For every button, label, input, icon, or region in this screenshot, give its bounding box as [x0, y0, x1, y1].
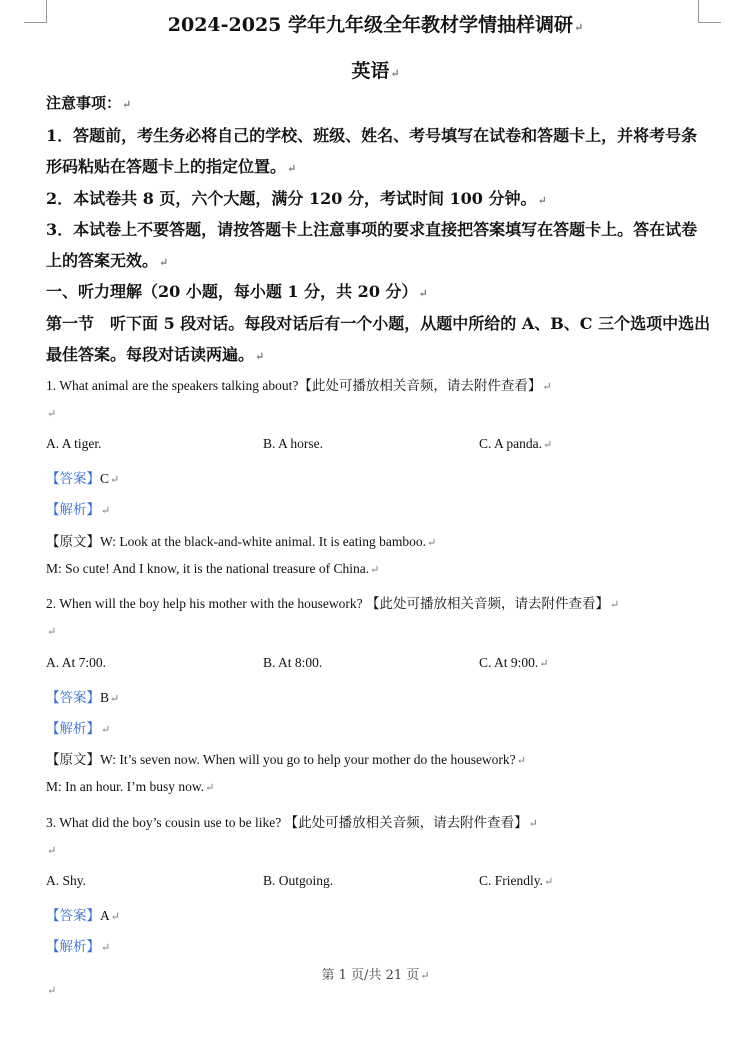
- blank-line: ↵: [47, 408, 57, 420]
- question-2-dialog: M: In an hour. I’m busy now.↵: [46, 779, 215, 794]
- note-item-3-line-1: 3．本试卷上不要答题，请按答题卡上注意事项的要求直接把答案填写在答题卡上。答在试卷: [46, 220, 698, 239]
- part-instruction-line-1: 第一节 听下面 5 段对话。每段对话后有一个小题，从题中所给的 A、B、C 三个选项中选出: [46, 314, 711, 333]
- question-1-option-c: C. A panda.↵: [479, 436, 553, 451]
- blank-line: ↵: [47, 626, 57, 638]
- note-item-3-line-2: 上的答案无效。↵: [46, 251, 169, 270]
- question-2-original: 【原文】W: It’s seven now. When will you go to help your mother do the housework?↵: [46, 752, 526, 767]
- question-1-dialog: M: So cute! And I know, it is the national treasure of China.↵: [46, 561, 380, 576]
- question-2-stem: 2. When will the boy help his mother with the housework? 【此处可播放相关音频，请去附件查看】↵: [46, 596, 620, 611]
- question-1-original: 【原文】W: Look at the black-and-white animal. It is eating bamboo.↵: [46, 534, 437, 549]
- question-2-option-a: A. At 7:00.: [46, 655, 107, 670]
- question-3-option-c: C. Friendly.↵: [479, 873, 554, 888]
- note-item-2: 2．本试卷共 8 页，六个大题，满分 120 分，考试时间 100 分钟。↵: [46, 189, 547, 208]
- document-title: 2024-2025 学年九年级全年教材学情抽样调研↵: [167, 14, 584, 36]
- question-1-answer: 【答案】C↵: [46, 471, 120, 486]
- question-3-stem: 3. What did the boy’s cousin use to be like? 【此处可播放相关音频，请去附件查看】↵: [46, 815, 538, 830]
- question-3-answer: 【答案】A↵: [46, 908, 120, 923]
- question-1-stem: 1. What animal are the speakers talking about?【此处可播放相关音频，请去附件查看】↵: [46, 378, 552, 393]
- part-instruction-line-2: 最佳答案。每段对话读两遍。↵: [46, 345, 265, 364]
- question-2-answer: 【答案】B↵: [46, 690, 120, 705]
- question-3-analysis: 【解析】↵: [46, 939, 111, 954]
- notes-heading: 注意事项：↵: [46, 94, 132, 112]
- page-footer: 第 1 页/共 21 页↵: [321, 968, 430, 983]
- question-3-option-a: A. Shy.: [46, 873, 87, 888]
- question-1-option-b: B. A horse.: [263, 436, 324, 451]
- blank-line: ↵: [47, 845, 57, 857]
- question-1-option-a: A. A tiger.: [46, 436, 102, 451]
- question-2-analysis: 【解析】↵: [46, 721, 111, 736]
- note-item-1-line-1: 1．答题前，考生务必将自己的学校、班级、姓名、考号填写在试卷和答题卡上，并将考号条: [46, 126, 698, 145]
- subject-title: 英语↵: [351, 60, 400, 82]
- question-2-option-b: B. At 8:00.: [263, 655, 323, 670]
- question-1-analysis: 【解析】↵: [46, 502, 111, 517]
- section-heading: 一、听力理解（20 小题，每小题 1 分，共 20 分）↵: [46, 282, 428, 301]
- question-3-option-b: B. Outgoing.: [263, 873, 334, 888]
- note-item-1-line-2: 形码粘贴在答题卡上的指定位置。↵: [46, 157, 297, 176]
- question-2-option-c: C. At 9:00.↵: [479, 655, 549, 670]
- blank-line: ↵: [47, 985, 57, 997]
